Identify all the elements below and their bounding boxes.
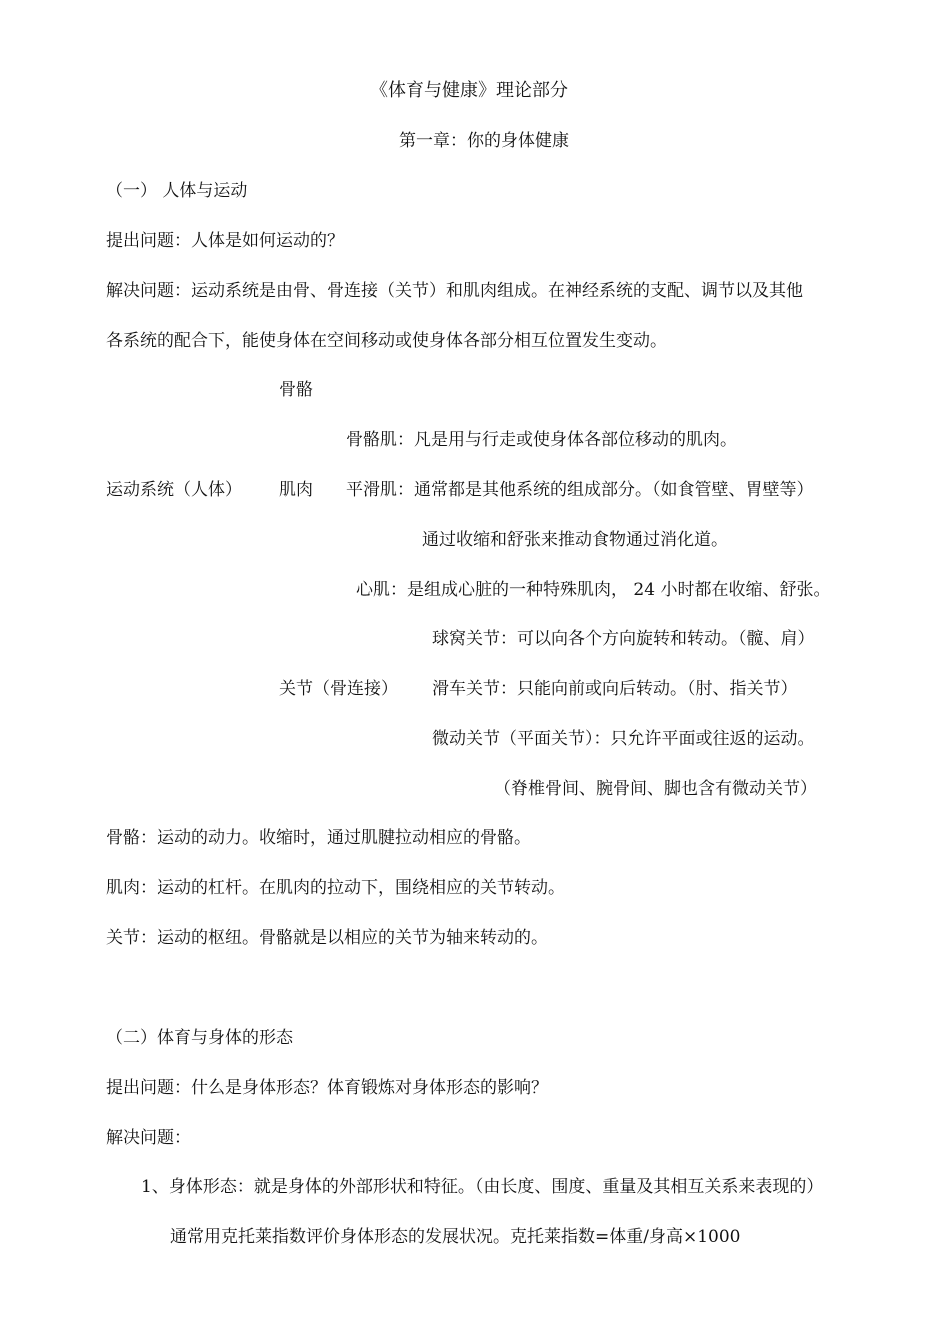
section2-question: 提出问题：什么是身体形态？体育锻炼对身体形态的影响？ [106,1078,548,1098]
tree-smooth-muscle: 平滑肌：通常都是其他系统的组成部分。（如食管壁、胃壁等） [346,480,814,500]
section2-item1-detail: 通常用克托莱指数评价身体形态的发展状况。克托莱指数=体重/身高×1000 [170,1227,741,1247]
section2-heading: （二）体育与身体的形态 [106,1028,293,1048]
definition-joint: 关节：运动的枢纽。骨骼就是以相应的关节为轴来转动的。 [106,928,548,948]
definition-bone: 骨骼：运动的动力。收缩时，通过肌腱拉动相应的骨骼。 [106,828,531,848]
section1-heading: （一） 人体与运动 [106,181,248,201]
tree-joint: 关节（骨连接） [279,679,398,699]
tree-skeletal-muscle: 骨骼肌：凡是用与行走或使身体各部位移动的肌肉。 [346,430,737,450]
definition-muscle: 肌肉：运动的杠杆。在肌肉的拉动下，围绕相应的关节转动。 [106,878,565,898]
section1-answer-line1: 解决问题：运动系统是由骨、骨连接（关节）和肌肉组成。在神经系统的支配、调节以及其他 [106,281,803,301]
tree-cardiac-muscle: 心肌：是组成心脏的一种特殊肌肉， 24 小时都在收缩、舒张。 [356,580,831,600]
section2-answer-label: 解决问题： [106,1128,191,1148]
chapter-heading: 第一章：你的身体健康 [399,131,569,151]
doc-title: 《体育与健康》理论部分 [370,80,568,101]
tree-hinge-joint: 滑车关节：只能向前或向后转动。（肘、指关节） [432,679,798,699]
section1-answer-line2: 各系统的配合下，能使身体在空间移动或使身体各部分相互位置发生变动。 [106,331,667,351]
tree-muscle: 肌肉 [279,480,313,500]
section2-item1: 1、身体形态：就是身体的外部形状和特征。（由长度、围度、重量及其相互关系来表现的） [141,1177,824,1197]
tree-smooth-muscle-detail: 通过收缩和舒张来推动食物通过消化道。 [422,530,728,550]
tree-root: 运动系统（人体） [106,480,242,500]
tree-bone: 骨骼 [279,380,313,400]
section1-question: 提出问题：人体是如何运动的？ [106,231,344,251]
tree-micro-joint-note: （脊椎骨间、腕骨间、脚也含有微动关节） [494,779,817,799]
tree-ball-joint: 球窝关节：可以向各个方向旋转和转动。（髋、肩） [432,629,815,649]
tree-micro-joint: 微动关节（平面关节）：只允许平面或往返的运动。 [432,729,815,749]
